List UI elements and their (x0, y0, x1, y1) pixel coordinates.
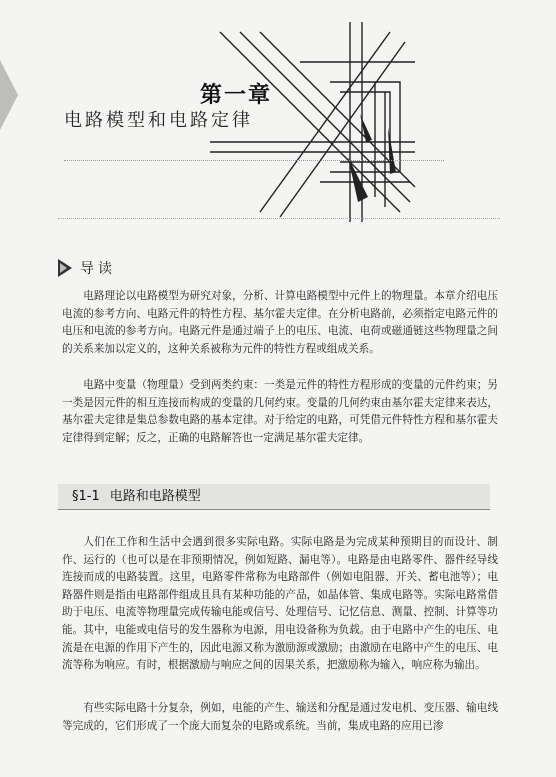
chapter-title: 电路模型和电路定律 (64, 110, 253, 131)
intro-heading (58, 258, 116, 278)
page-edge-shadow (0, 60, 18, 130)
paragraph-text: 电路理论以电路模型为研究对象，分析、计算电路模型中元件上的物理量。本章介绍电压电流的参考方向、电路元件的特性方程、基尔霍夫定律。在分析电路前，必须指定电路元件的电压和电流的参考方向。电路元件是通过端子上的电压、电流、电荷或磁通链这些物理量之间的关系来加以定义的，这种关系被称为元件的特性方程或组成关系。 (62, 290, 498, 355)
title-divider (64, 160, 444, 162)
intro-paragraph-2 (62, 377, 498, 447)
paragraph-text: 电路中变量（物理量）受到两类约束：一类是元件的特性方程形成的变量的元件约束；另一类是因元件的相互连接而构成的变量的几何约束。变量的几何约束由基尔霍夫定律来表达，基尔霍夫定律是集总参数电路的基本定律。对于给定的电路，可凭借元件特性方程和基尔霍夫定律得到定解；反之，正确的电路解答也一定满足基尔霍夫定律。 (62, 379, 498, 444)
header-divider (58, 218, 500, 219)
section-title: 电路和电路模型 (109, 489, 201, 504)
section-number: §1-1 (72, 489, 100, 504)
intro-label: 导读 (80, 261, 116, 277)
paragraph-text: 人们在工作和生活中会遇到很多实际电路。实际电路是为完成某种预期目的而设计、制作、运行的（也可以是在非预期情况，例如短路、漏电等）。电路是由电路零件、器件经导线连接而成的电路装置。这里，电路零件常称为电路部件（例如电阻器、开关、蓄电池等）；电路器件则是指由电路部件组成且具有某种功能的产品，如晶体管、集成电路等。实际电路常借助于电压、电流等物理量完成传输电能或信号、处理信号、记忆信息、测量、控制、计算等功能。其中，电能或电信号的发生器称为电源，用电设备称为负载。由于电路中产生的电压、电流是在电源的作用下产生的，因此电源又称为激励源或激励；由激励在电路中产生的电压、电流等称为响应。有时，根据激励与响应之间的因果关系，把激励称为输入，响应称为输出。 (62, 536, 498, 672)
chapter-number: 第一章 (200, 83, 273, 108)
triangle-bullet-icon (58, 259, 72, 277)
section-heading (58, 484, 490, 510)
body-paragraph-1 (62, 534, 498, 675)
body-paragraph-2 (62, 700, 498, 735)
paragraph-text: 有些实际电路十分复杂，例如，电能的产生、输送和分配是通过发电机、变压器、输电线等完成的，它们形成了一个庞大而复杂的电路或系统。当前，集成电路的应用已渗 (62, 702, 498, 732)
intro-paragraph-1 (62, 288, 498, 358)
